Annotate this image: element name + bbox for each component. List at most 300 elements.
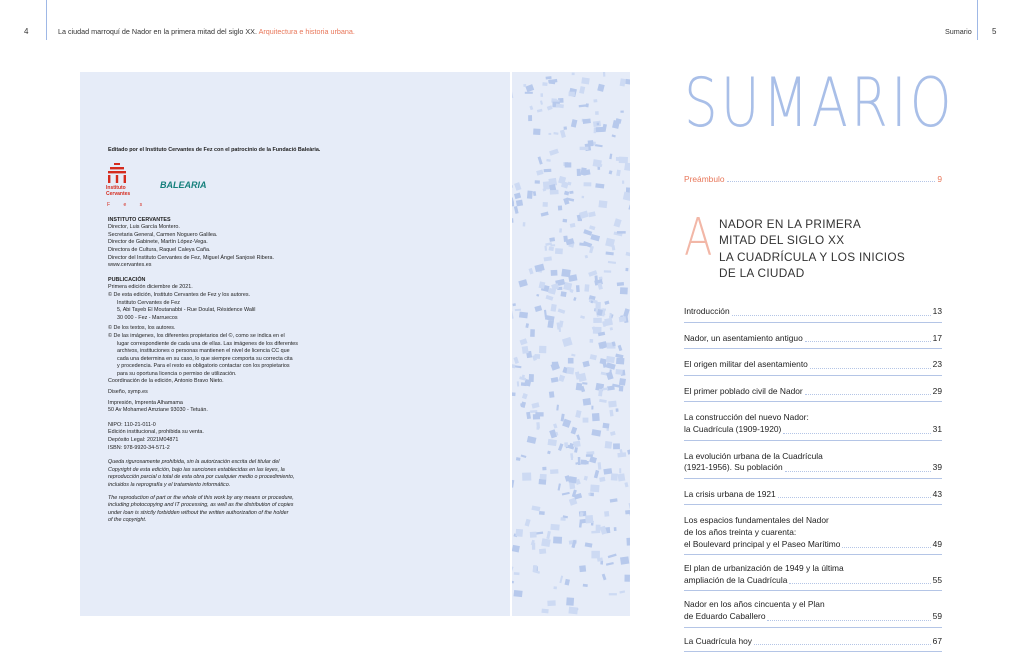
legal-notice-en-line: of the copyright. [108,517,147,524]
toc-entry-line [684,386,942,398]
map-block [525,92,533,94]
map-block [549,133,552,135]
map-block [523,84,526,87]
map-block [590,485,599,493]
dot-leader [767,620,930,621]
map-block [583,584,588,587]
map-block [617,473,625,481]
map-block [624,162,630,171]
map-block [604,511,609,517]
map-block [512,580,514,584]
map-block [512,303,516,306]
map-block [514,590,523,597]
toc-entry-page: 55 [932,574,942,585]
map-block [539,479,547,485]
toc-entry-page: 43 [932,488,942,499]
map-block [585,542,593,547]
map-block [527,191,533,199]
toc-entry-page: 49 [932,538,942,549]
map-block [584,182,592,186]
map-block [533,565,538,572]
toc-entry-line [684,412,942,424]
map-block [531,402,539,408]
map-block [584,476,588,481]
nipo-line: ISBN: 978-9920-34-571-2 [108,444,170,451]
dot-leader [785,471,931,472]
map-block [568,607,578,615]
map-block [625,79,630,85]
legal-notice-en-line: under loan is strictly forbidden without the written authorization of the holder [108,509,289,516]
pub-heading: PUBLICACIÓN [108,276,146,283]
toc-entry-title: de Eduardo Caballero [684,610,766,621]
map-block [540,474,547,480]
map-block [579,86,585,94]
map-block [525,519,531,527]
toc-entry-line [684,599,942,611]
map-block [581,77,589,84]
map-block [521,402,526,408]
map-block [550,190,559,195]
map-block [616,170,621,177]
toc-entries [684,306,942,652]
toc-entry-page: 17 [932,332,942,343]
map-block [512,363,516,368]
toc-entry-title: El primer poblado civil de Nador [684,385,803,396]
map-block [530,329,535,337]
ic-staff-list [108,224,358,270]
toc-entry-title: Introducción [684,306,730,316]
toc-entry-line [684,575,942,587]
toc-entry-page: 67 [932,635,942,646]
map-block [620,556,629,564]
map-block [590,339,594,343]
toc-entry[interactable] [684,479,942,506]
map-block [586,454,593,456]
toc-entry-page: 29 [932,385,942,396]
map-block [626,252,630,257]
map-block [573,441,581,448]
map-block [582,361,589,368]
map-block [529,106,533,111]
map-block [618,345,623,351]
toc-entry-title: (1921-1956). Su población [684,462,783,473]
page-header [0,0,1024,48]
map-block [549,391,555,398]
map-block [514,572,520,575]
pub-copyright-images-line: © De las imágenes, los diferentes propietarios del ©, como se indica en el [108,332,285,339]
map-block [615,369,622,375]
map-block [514,206,519,214]
map-block [586,451,594,455]
map-block [566,597,574,605]
map-block [538,156,543,164]
map-block [559,228,562,232]
map-block [610,498,618,502]
map-block [625,268,628,271]
map-block [568,476,576,483]
map-block [558,483,561,490]
ic-staff-line: Directora de Cultura, Raquel Caleya Caña. [108,246,211,253]
map-block [512,479,514,487]
map-block [558,443,563,451]
toc-entry[interactable] [684,628,942,653]
dot-leader [805,394,931,395]
map-block [602,574,607,581]
toc-entry-title: El origen militar del asentamiento [684,359,808,370]
map-block [551,377,559,383]
map-block [623,192,630,201]
map-block [590,354,597,360]
print-credit-line: Impresión, Imprenta Alhamama [108,399,183,406]
map-block [580,147,589,150]
map-block [547,105,553,110]
map-block [585,255,589,259]
map-block [565,162,572,167]
map-block [551,270,558,276]
map-block [521,454,527,458]
map-block [589,456,597,463]
toc-entry-line [684,527,942,539]
map-block [546,76,552,79]
map-block [602,423,609,429]
map-block [584,284,589,291]
map-block [596,127,605,132]
map-block [529,374,534,382]
map-block [518,279,527,287]
toc-entry-line [684,611,942,623]
map-block [558,375,565,382]
map-block [571,119,578,128]
map-block [512,197,514,204]
map-block [539,548,546,554]
map-block [550,469,558,474]
map-block [593,99,597,102]
map-block [604,301,609,305]
map-block [609,154,612,160]
map-block [595,275,598,280]
map-block [574,447,578,453]
map-block [529,268,534,275]
map-block [609,410,613,417]
map-block [517,381,519,386]
map-block [626,537,630,545]
map-block [599,399,607,403]
map-block [544,310,547,318]
map-block [539,511,545,515]
chapter-title-line: MITAD DEL SIGLO XX [719,233,845,248]
pub-first-edition: Primera edición diciembre de 2021. [108,284,193,291]
map-block [628,205,630,211]
map-block [580,386,585,393]
toc-entry-line [684,451,942,463]
map-block [629,503,630,510]
map-block [558,308,566,313]
map-block [608,401,617,408]
ic-staff-line: Director del Instituto Cervantes de Fez, Miguel Ángel Sanjosé Ribera. [108,254,274,261]
nipo-line: Edición institucional, prohibida su venta. [108,429,204,436]
map-block [608,261,616,264]
print-credit-line: 50 Av Mohamed Amziane 93030 - Tetuán. [108,407,208,414]
running-title [58,27,355,36]
map-block [542,82,547,86]
map-block [548,439,557,446]
map-block [568,358,574,364]
map-block [614,218,622,227]
map-block [530,532,537,538]
toc-entry[interactable] [684,591,942,627]
map-block [619,378,626,386]
toc-entry-title: La construcción del nuevo Nador: [684,412,809,423]
contents-title: SUMARIO [684,64,955,143]
toc-entry-line [684,424,942,436]
page-number-right: 5 [992,27,997,36]
map-block [606,562,614,566]
map-block [536,169,543,175]
chapter-title-line: LA CUADRÍCULA Y LOS INICIOS [719,249,905,264]
pub-copyright-edition: © De esta edición, Instituto Cervantes de Fez y los autores. [108,291,251,298]
toc-entry-line [684,563,942,575]
map-block [597,84,604,92]
map-block [606,428,609,430]
design-credit: Diseño, symp.es [108,389,148,396]
toc-entry-line [684,515,942,527]
map-block [617,231,626,234]
map-block [606,252,614,256]
map-block [549,246,555,251]
map-block [599,477,605,482]
map-block [585,515,593,524]
chapter-title-line: DE LA CIUDAD [719,266,805,281]
toc-entry-title: Los espacios fundamentales del Nador [684,515,829,526]
instituto-cervantes-logo-city: F e s [107,202,149,208]
map-block [571,427,578,435]
map-block [514,182,521,191]
map-block [536,422,540,428]
map-block [611,245,615,250]
toc-entry-title: La evolución urbana de la Cuadrícula [684,450,823,461]
map-block [556,405,559,411]
map-block [583,118,591,124]
pub-copyright-images-line: archivos, instituciones o personas mantienen el nivel de licencia CC que [117,348,290,355]
header-rule-left [46,0,47,40]
map-block [591,429,601,436]
ic-staff-line: Director de Gabinete, Martín López-Vega. [108,239,208,246]
toc-entry[interactable] [684,323,942,350]
toc-entry[interactable] [684,306,942,323]
map-block [562,337,573,347]
map-block [560,291,566,297]
legal-notice-es-line: reproducción parcial o total de esta obra por cualquier medio o procedimiento, [108,474,295,481]
legal-notice-es-line: Queda rigurosamente prohibida, sin la autorización escrita del titular del [108,459,280,466]
preamble-entry[interactable] [684,174,942,184]
map-block [564,442,568,447]
map-block [546,295,554,301]
map-block [544,169,552,173]
map-block [591,551,600,559]
map-block [609,593,617,595]
map-block [551,304,557,312]
toc-entry-line [684,636,942,648]
map-block [570,223,576,228]
map-block [562,492,570,496]
page-number-left: 4 [24,27,29,36]
toc-entry-page: 59 [932,610,942,621]
map-block [514,192,521,199]
map-block [597,123,599,126]
toc-entry-line [684,462,942,474]
map-block [595,144,603,147]
map-block [536,294,539,297]
map-block [512,566,514,574]
map-block [614,527,617,531]
toc-entry-title: Nador, un asentamiento antiguo [684,332,803,343]
map-block [588,493,590,496]
map-block [580,315,585,319]
map-block [575,410,581,418]
dot-leader [789,583,930,584]
header-rule-right [977,0,978,40]
map-block [617,282,624,286]
dot-leader [810,368,931,369]
map-block [583,418,589,423]
map-block [603,468,612,475]
map-block [534,354,540,359]
map-block [553,423,557,428]
map-block [572,73,575,76]
map-block [579,565,586,572]
pub-address-line: Instituto Cervantes de Fez [117,299,180,306]
map-block [620,287,628,294]
map-block [516,200,523,207]
map-block [600,358,607,364]
section-name: Sumario [945,27,972,36]
map-block [560,130,566,138]
map-block [549,429,557,438]
instituto-cervantes-logo-text: Instituto Cervantes [106,185,131,197]
map-block [547,320,554,328]
map-block [627,449,630,455]
map-block [610,327,613,330]
map-block [512,311,514,319]
map-block [576,285,580,292]
map-block [619,157,628,164]
toc-entry-page: 39 [932,462,942,473]
map-block [550,524,559,531]
map-block [527,436,537,444]
map-block [533,129,540,135]
map-block [565,579,570,586]
dot-leader [783,433,930,434]
legal-notice-es-line: incluidos la reprografía y el tratamiento informático. [108,482,231,488]
map-block [606,372,614,380]
toc-entry-title: La Cuadrícula hoy [684,635,752,646]
map-block [606,362,616,369]
map-block [613,443,620,449]
toc-entry-page: 13 [932,306,942,316]
toc-entry[interactable] [684,555,942,591]
imprint-text [108,147,358,525]
map-block [624,575,630,582]
map-block [525,84,534,92]
toc-entry-title: ampliación de la Cuadrícula [684,574,788,585]
toc-entry-line [684,359,942,371]
preamble-page: 9 [937,174,942,184]
pub-copyright-images-line: cada una determina en su caso, lo que siempre comporta su correcta cita [117,355,293,362]
map-block [512,218,514,223]
map-block [576,434,580,440]
map-block [558,205,562,210]
map-block [553,132,558,135]
map-block [559,320,564,327]
map-block [512,545,520,553]
toc-entry[interactable] [684,402,942,440]
coordination: Coordinación de la edición, Antonio Bravo Nieto. [108,378,224,385]
map-block [553,586,557,589]
map-block [610,431,616,436]
pub-address-line: 5, Abi Tayeb El Moutanabbi - Rue Doulat, Résidence Walil [117,307,256,314]
toc-entry[interactable] [684,376,942,403]
toc-entry[interactable] [684,349,942,376]
map-block [584,461,589,465]
toc-entry-title: la Cuadrícula (1909-1920) [684,423,782,434]
map-block [591,531,600,534]
map-block [542,467,546,471]
map-block [583,229,592,236]
map-block [561,269,571,278]
map-block [566,367,574,375]
toc-entry-line [684,306,942,318]
map-block [547,600,555,606]
toc-entry-title: La crisis urbana de 1921 [684,488,776,499]
toc-entry-line [684,489,942,501]
city-map-image [512,72,630,616]
map-block [515,309,521,311]
map-block [544,256,552,261]
map-block [513,357,518,364]
toc-entry[interactable] [684,441,942,479]
map-block [569,191,573,194]
map-block [591,406,593,410]
map-block [555,248,563,254]
map-block [593,318,602,323]
map-block [573,297,576,301]
map-block [522,346,529,354]
map-block [540,100,543,104]
dot-leader [805,341,931,342]
chapter-title [719,216,905,282]
map-block [546,159,550,162]
map-block [625,510,630,514]
pub-address-line: 30 000 - Fez - Marruecos [117,314,178,321]
map-block [541,212,549,217]
legal-notice-en-line: including photocopying and IT processing, as well as the distribution of copies [108,502,294,509]
map-block [540,93,543,97]
map-block [537,109,543,113]
pub-copyright-images-line: y procedencia. Para el resto es obligatorio contactar con los propietarios [117,363,290,370]
map-block [531,505,540,511]
map-block [600,526,607,535]
toc-entry[interactable] [684,505,942,555]
map-block [564,191,569,196]
map-block [577,169,581,176]
map-block [549,237,555,242]
toc-entry-line [684,333,942,345]
map-block [605,441,613,449]
chapter-title-line: NADOR EN LA PRIMERA [719,217,862,231]
map-block [604,270,611,272]
map-block [598,200,607,208]
map-block [539,346,546,353]
